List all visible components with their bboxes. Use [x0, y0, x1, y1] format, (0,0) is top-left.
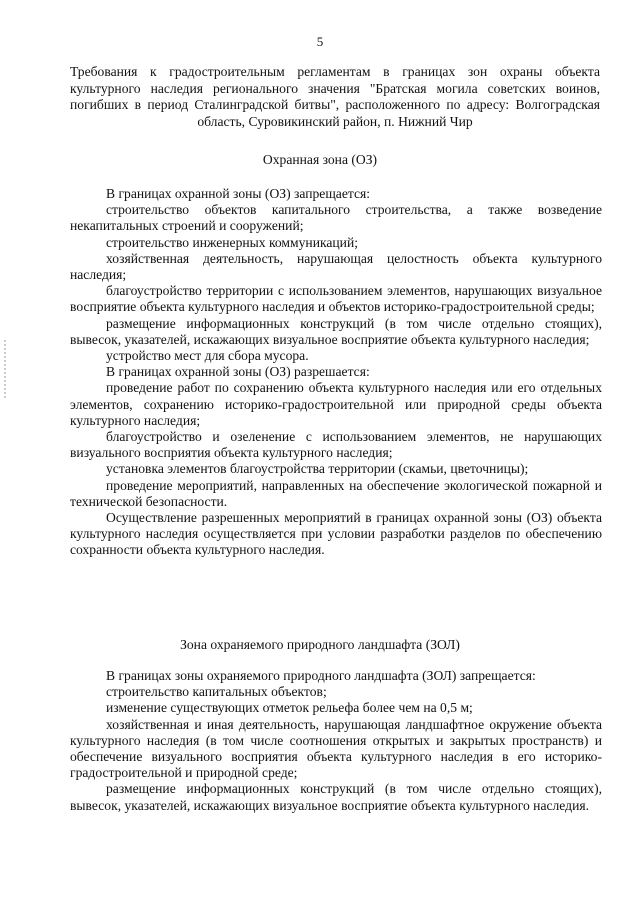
paragraph: размещение информационных конструкций (в том числе отдельно стоящих), вывесок, указателей, искажающих визуальное восприятие объекта культурного наследия. — [70, 781, 602, 813]
paragraph: строительство инженерных коммуникаций; — [106, 234, 359, 250]
document-heading: Требования к градостроительным регламентам в границах зон охраны объекта культурного наследия регионального значения "Братская могила советских воинов, погибших в период Сталинградской битвы", расположенного по адресу: Волгоградская область, Суровикинский район, п. Нижний Чир — [70, 64, 600, 129]
paragraph: размещение информационных конструкций (в том числе отдельно стоящих), вывесок, указателей, искажающих визуальное восприятие объекта культурного наследия; — [70, 315, 602, 347]
section-body-landscape-zone — [70, 668, 602, 814]
paragraph: проведение работ по сохранению объекта культурного наследия или его отдельных элементов, сохранению историко-градостроительной или природной среды объекта культурного наследия; — [70, 380, 602, 428]
paragraph: хозяйственная и иная деятельность, нарушающая ландшафтное окружение объекта культурного наследия (в том числе соотношения открытых и закрытых пространств) и обеспечение визуального восприятия объекта культурного наследия в его историко-градостроительной и природной среде; — [70, 716, 602, 781]
paragraph: проведение мероприятий, направленных на обеспечение экологической пожарной и технической безопасности. — [70, 477, 602, 509]
section-body-protected-zone — [70, 186, 602, 559]
paragraph: строительство объектов капитального строительства, а также возведение некапитальных строений и сооружений; — [70, 202, 602, 234]
paragraph: благоустройство и озеленение с использованием элементов, не нарушающих визуального восприятия объекта культурного наследия; — [70, 429, 602, 461]
section-title-protected-zone: Охранная зона (ОЗ) — [262, 152, 378, 167]
section-title-landscape-zone: Зона охраняемого природного ландшафта (ЗОЛ) — [180, 637, 460, 652]
paragraph: изменение существующих отметок рельефа более чем на 0,5 м; — [106, 700, 473, 716]
scan-edge-mark — [4, 340, 6, 400]
paragraph: установка элементов благоустройства территории (скамьи, цветочницы); — [106, 461, 529, 477]
paragraph: В границах зоны охраняемого природного ландшафта (ЗОЛ) запрещается: — [106, 668, 536, 683]
paragraph: строительство капитальных объектов; — [106, 684, 327, 700]
paragraph: В границах охранной зоны (ОЗ) разрешается: — [106, 364, 370, 380]
paragraph: В границах охранной зоны (ОЗ) запрещается: — [106, 186, 371, 201]
paragraph: хозяйственная деятельность, нарушающая целостность объекта культурного наследия; — [70, 250, 602, 283]
paragraph: устройство мест для сбора мусора. — [106, 348, 309, 364]
page-number: 5 — [316, 34, 324, 49]
paragraph: благоустройство территории с использованием элементов, нарушающих визуальное восприятие объекта культурного наследия и объектов историко-градостроительной среды; — [70, 283, 602, 315]
paragraph: Осуществление разрешенных мероприятий в границах охранной зоны (ОЗ) объекта культурного наследия осуществляется при условии разработки разделов по обеспечению сохранности объекта культурного наследия. — [70, 510, 602, 558]
